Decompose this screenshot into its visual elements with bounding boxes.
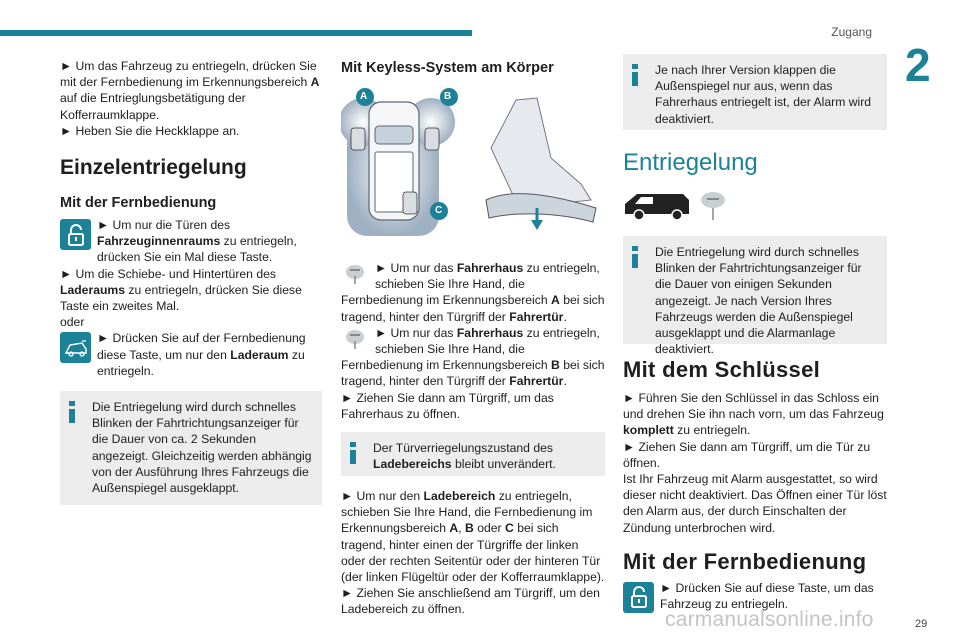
- paragraph: oder: [60, 315, 85, 330]
- info-icon: [631, 246, 639, 268]
- info-text: Die Entriegelung wird durch schnelles Blinken der Fahrtrichtungsanzeiger für die Dauer von einigen Sekunden angezeigt. Je nach Version Ihres Fahrzeugs werden die Außenspiegel ausgeklappt und die Alarmanlage deaktiviert.: [655, 245, 862, 357]
- van-rear-unlock-icon: [60, 332, 91, 363]
- section-title: Zugang: [831, 25, 872, 39]
- keyless-hand-icon: [341, 262, 369, 286]
- keyless-zones-illustration: [341, 88, 601, 238]
- info-text: Je nach Ihrer Version klappen die Außenspiegel nur aus, wenn das Fahrerhaus entriegelt ist, der Alarm wird deaktiviert.: [655, 63, 872, 126]
- info-box: [341, 432, 605, 476]
- paragraph: ► Um nur das Fahrerhaus zu entriegeln, schieben Sie Ihre Hand, die Fernbedienung im Erkennungsbereich B bei sich tragend, hinter den Türgriff der Fahrertür.: [341, 325, 605, 389]
- heading-keyless: Mit Keyless-System am Körper: [341, 60, 554, 76]
- paragraph: ► Führen Sie den Schlüssel in das Schloss ein und drehen Sie ihn nach vorn, um das Fahrzeug komplett zu entriegeln.: [623, 391, 884, 438]
- paragraph: ► Drücken Sie auf diese Taste, um das Fahrzeug zu entriegeln.: [623, 580, 887, 612]
- paragraph: ► Heben Sie die Heckklappe an.: [60, 123, 240, 138]
- paragraph: ► Um nur den Ladebereich zu entriegeln, schieben Sie Ihre Hand, die Fernbedienung im Erkennungsbereich A, B oder C bei sich tragend, hinter einen der Türgriffe der linken oder der rechten Seitentür oder der hinteren Tür (der linken Flügeltür oder der Kofferraumklappe).: [341, 489, 605, 585]
- keyless-zones-figure: [341, 88, 601, 238]
- info-icon: [349, 442, 357, 464]
- unlock-icons-figure: [623, 190, 743, 226]
- paragraph: ► Um die Schiebe- und Hintertüren des Laderaums zu entriegeln, drücken Sie diese Taste ein zweites Mal.: [60, 266, 302, 314]
- heading-single-unlock: Einzelentriegelung: [60, 156, 247, 180]
- paragraph: ► Ziehen Sie dann am Türgriff, um die Tür zu öffnen.: [623, 439, 871, 470]
- paragraph: ► Um nur das Fahrerhaus zu entriegeln, schieben Sie Ihre Hand, die Fernbedienung im Erkennungsbereich A bei sich tragend, hinter den Türgriff der Fahrertür.: [341, 261, 605, 324]
- van-side-icon: [623, 190, 743, 222]
- heading-with-key: Mit dem Schlüssel: [623, 357, 821, 382]
- paragraph: Ist Ihr Fahrzeug mit Alarm ausgestattet, so wird dieser nicht deaktiviert. Das Öffnen einer Tür löst den Alarm aus, der durch Einschalten der Zündung unterbrochen wird.: [623, 472, 887, 535]
- zone-label-a: A: [360, 91, 368, 102]
- heading-remote: Mit der Fernbedienung: [623, 548, 867, 574]
- info-box: [60, 391, 322, 505]
- column-2: [341, 58, 605, 618]
- page-number: 29: [915, 618, 928, 630]
- paragraph: ► Um nur die Türen des Fahrzeuginnenraums zu entriegeln, drücken Sie ein Mal diese Taste.: [60, 217, 322, 266]
- paragraph: ► Um das Fahrzeug zu entriegeln, drücken Sie mit der Fernbedienung im Erkennungsbereich A auf die Entrieglungsbetätigung der Kofferraumklappe.: [60, 59, 320, 122]
- paragraph: ► Ziehen Sie anschließend am Türgriff, um den Ladebereich zu öffnen.: [341, 586, 600, 617]
- column-1: [60, 58, 322, 505]
- info-text: Die Entriegelung wird durch schnelles Blinken der Fahrtrichtungsanzeiger für die Dauer von ca. 2 Sekunden angezeigt. Gleichzeitig werden abhängig von der Ausführung Ihres Fahrzeugs die Außenspiegel ausgeklappt.: [92, 400, 312, 496]
- unlock-padlock-icon: [60, 219, 91, 250]
- heading-remote: Mit der Fernbedienung: [60, 195, 217, 212]
- heading-unlocking: Entriegelung: [623, 149, 758, 176]
- header-accent-bar: [0, 30, 472, 36]
- info-box: [623, 236, 887, 357]
- info-icon: [631, 64, 639, 86]
- watermark: carmanualsonline.info: [665, 608, 874, 631]
- column-3: [623, 54, 887, 613]
- info-icon: [68, 401, 76, 423]
- keyless-hand-icon: [341, 327, 369, 351]
- zone-label-c: C: [435, 205, 443, 216]
- unlock-padlock-icon: [623, 582, 654, 613]
- info-box: [623, 54, 887, 130]
- info-text: Der Türverriegelungszustand des Ladebereichs bleibt unverändert.: [373, 441, 556, 472]
- zone-label-b: B: [444, 91, 452, 102]
- chapter-number: 2: [905, 39, 931, 91]
- paragraph: ► Ziehen Sie dann am Türgriff, um das Fahrerhaus zu öffnen.: [341, 390, 554, 421]
- paragraph: ► Drücken Sie auf der Fernbedienung diese Taste, um nur den Laderaum zu entriegeln.: [60, 330, 322, 379]
